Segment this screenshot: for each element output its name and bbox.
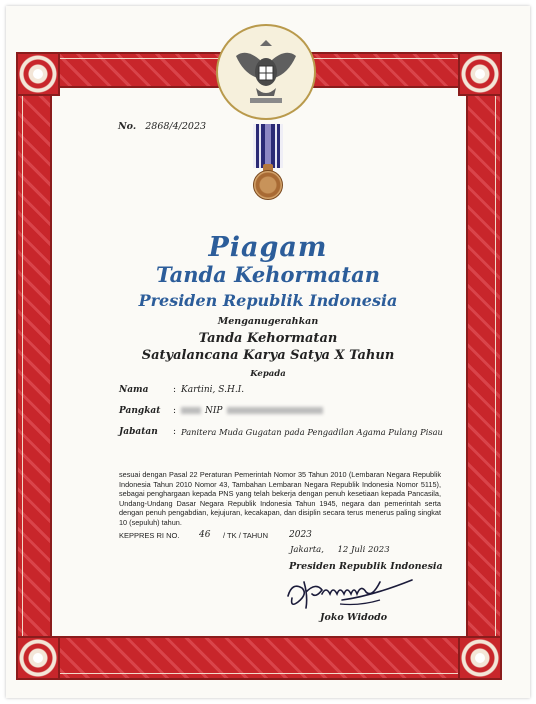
- keppres-label: KEPPRES RI NO.: [119, 531, 180, 540]
- field-value: Kartini, S.H.I.: [181, 385, 245, 395]
- title-presiden: Presiden Republik Indonesia: [138, 291, 398, 310]
- medal-ribbon: [253, 124, 283, 168]
- keppres-number: 46: [199, 530, 211, 540]
- keppres-year: 2023: [289, 530, 312, 540]
- field-label: Nama: [119, 385, 149, 395]
- field-value: NIP: [181, 406, 323, 416]
- certificate-number: [118, 121, 206, 132]
- garuda-emblem-icon: [216, 24, 316, 120]
- title-piagam: Piagam: [208, 232, 328, 263]
- number-value: 2868/4/2023: [145, 121, 207, 132]
- medal-icon: [253, 170, 283, 200]
- corner-ornament-bottom-right: [458, 636, 502, 680]
- award-line-1: Tanda Kehormatan: [198, 331, 338, 346]
- corner-ornament-bottom-left: [16, 636, 60, 680]
- field-label: Jabatan: [119, 427, 158, 437]
- certificate-body-text: sesuai dengan Pasal 22 Peraturan Pemerintah Nomor 35 Tahun 2010 (Lembaran Negara Republik Indonesia Tahun 2010 Nomor 43, Tambahan Lembaran Negara Republik Indonesia Nomor 5115), sebagai penghargaan kepada PNS yang telah bekerja dengan penuh kesetiaan kepada Pancasila, Undang-Undang Dasar Negara Republik Indonesia Tahun 1945, negara dan pemerintah serta dengan penuh pengabdian, kejujuran, kecakapan, dan disiplin secara terus menerus paling singkat 10 (sepuluh) tahun.: [119, 470, 441, 527]
- corner-ornament-top-left: [16, 52, 60, 96]
- signer-name: Joko Widodo: [320, 612, 388, 623]
- place-date: Jakarta, 12 Juli 2023: [290, 545, 390, 555]
- corner-ornament-top-right: [458, 52, 502, 96]
- number-label: No.: [118, 121, 137, 132]
- redacted-rank: [181, 407, 201, 414]
- keppres-mid: / TK / TAHUN: [223, 531, 269, 540]
- awarding-text: Menganugerahkan: [217, 316, 319, 327]
- to-text: Kepada: [250, 369, 286, 379]
- signer-title: Presiden Republik Indonesia: [289, 561, 443, 572]
- field-label: Pangkat: [119, 406, 161, 416]
- field-value: Panitera Muda Gugatan pada Pengadilan Agama Pulang Pisau: [181, 427, 443, 437]
- redacted-nip: [227, 407, 323, 414]
- award-line-2: Satyalancana Karya Satya X Tahun: [141, 348, 395, 363]
- signature-icon: [282, 570, 432, 618]
- title-tanda-kehormatan: Tanda Kehormatan: [156, 262, 380, 287]
